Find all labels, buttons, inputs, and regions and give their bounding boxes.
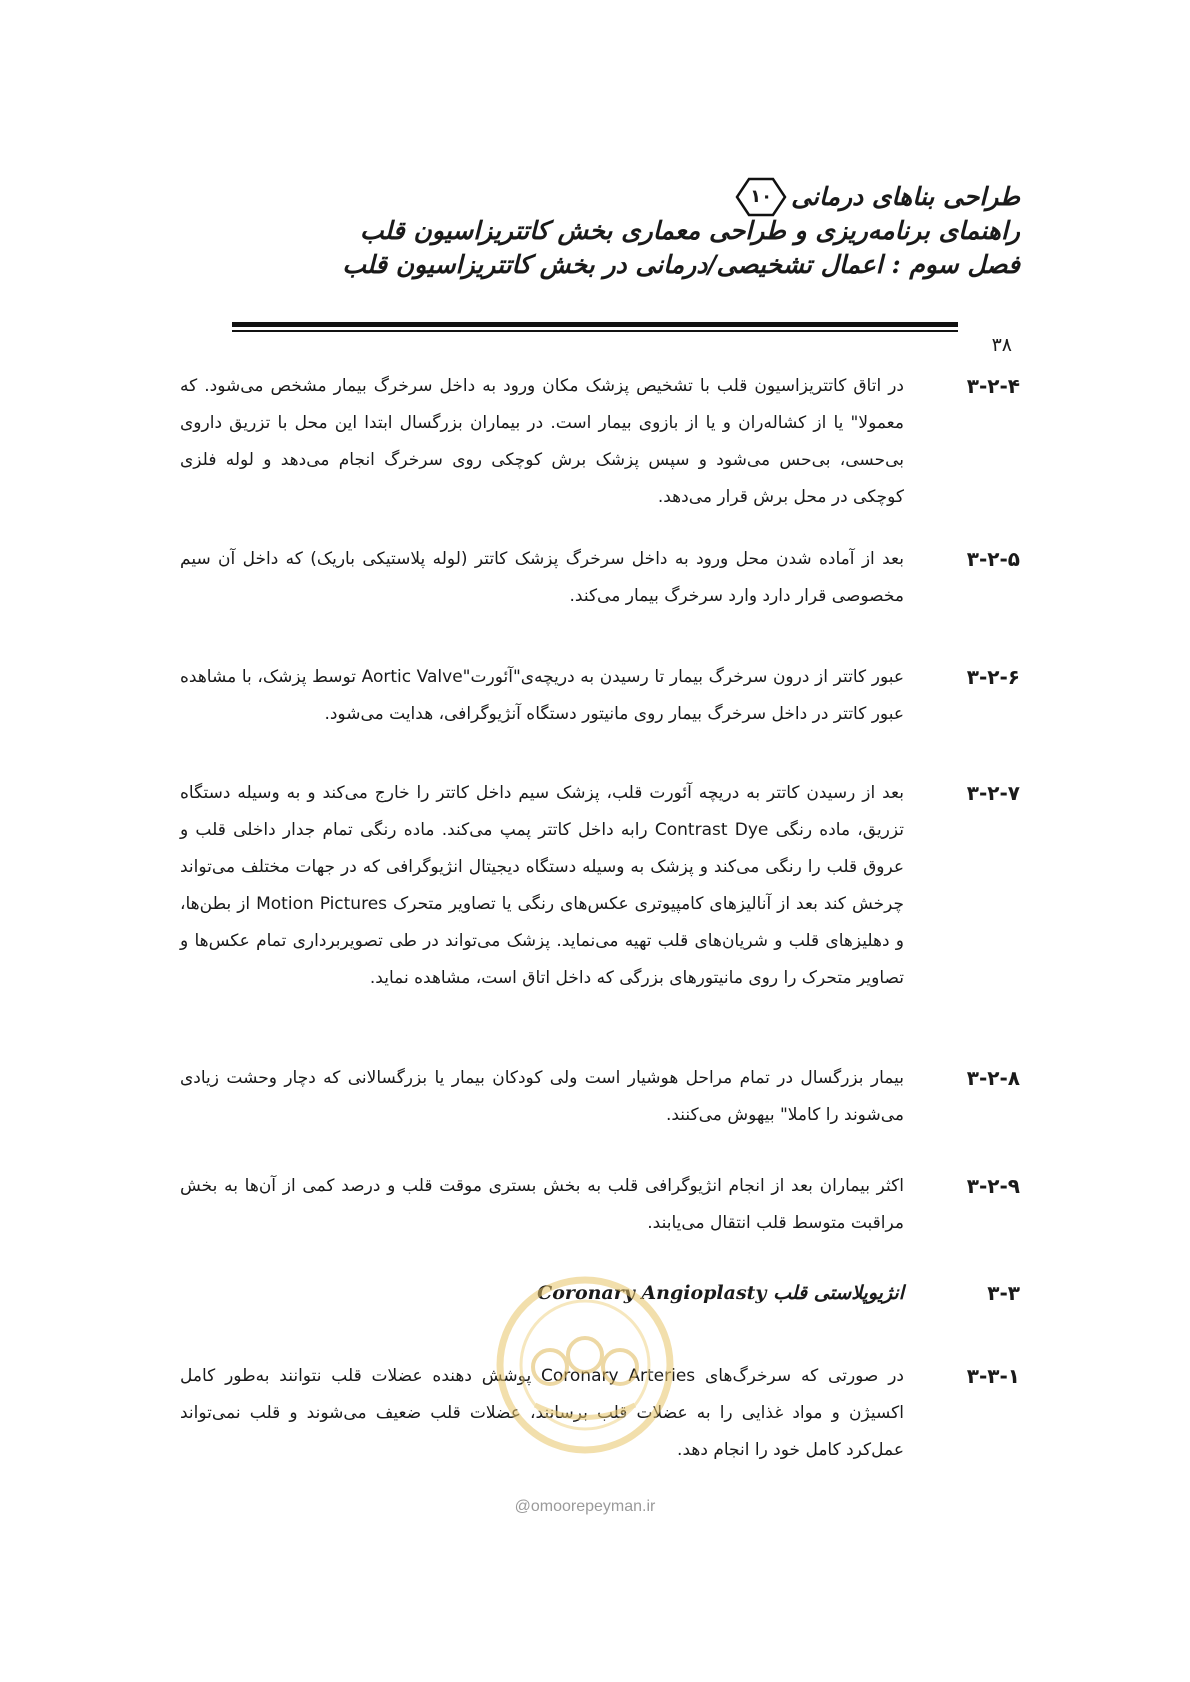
section-number: ۳-۳ — [987, 1281, 1020, 1305]
section-number: ۳-۲-۸ — [966, 1066, 1020, 1090]
section-number: ۳-۲-۵ — [966, 547, 1020, 571]
section-3-2-6 — [180, 659, 1020, 733]
volume-number: ۱۰ — [750, 186, 773, 207]
section-number: ۳-۲-۹ — [966, 1174, 1020, 1198]
header-rule-thin — [232, 330, 958, 332]
section-number: ۳-۲-۶ — [966, 665, 1020, 689]
section-3-2-4 — [180, 368, 1020, 516]
page-number: ۳۸ — [991, 334, 1012, 356]
volume-badge — [735, 177, 787, 217]
section-text: در اتاق کاتتریزاسیون قلب با تشخیص پزشک مکان ورود به داخل سرخرگ بیمار مشخص می‌شود. که معمولا" یا از کشاله‌ران و یا از بازوی بیمار است. در بیماران بزرگسال ابتدا این محل با تزریق داروی بی‌حسی، بی‌حس می‌شود و سپس پزشک برش کوچکی روی سرخرگ انجام می‌دهد و لوله فلزی کوچکی در محل برش قرار می‌دهد. — [180, 376, 904, 507]
section-number: ۳-۲-۴ — [966, 374, 1020, 398]
section-text: بیمار بزرگسال در تمام مراحل هوشیار است ولی کودکان بیمار یا بزرگسالانی که دچار وحشت زیادی می‌شوند را کاملا" بیهوش می‌کنند. — [180, 1068, 904, 1125]
section-text: بعد از آماده شدن محل ورود به داخل سرخرگ پزشک کاتتر (لوله پلاستیکی باریک) که داخل آن سیم مخصوصی قرار دارد وارد سرخرگ بیمار می‌کند. — [180, 549, 904, 606]
running-header — [180, 180, 1020, 282]
section-3-2-5 — [180, 541, 1020, 615]
section-text: بعد از رسیدن کاتتر به دریچه آئورت قلب، پزشک سیم داخل کاتتر را خارج می‌کند و به وسیله دستگاه تزریق، ماده رنگی Contrast Dye رابه داخل کاتتر پمپ می‌کند. ماده رنگی تمام جدار داخلی قلب و عروق قلب را رنگی می‌کند و پزشک به وسیله دستگاه دیجیتال انژیوگرافی که در جهات مختلف می‌تواند چرخش کند بعد از آنالیزهای کامپیوتری عکس‌های رنگی یا تصاویر متحرک Motion Pictures از بطن‌ها، و دهلیزهای قلب و شریان‌های قلب تهیه می‌نماید. پزشک می‌تواند در طی تصویربرداری تمام عکس‌ها و تصاویر متحرک را روی مانیتورهای بزرگی که داخل اتاق است، مشاهده نماید. — [180, 783, 905, 988]
section-text: اکثر بیماران بعد از انجام انژیوگرافی قلب به بخش بستری موقت قلب و درصد کمی از آن‌ها به بخش مراقبت متوسط قلب انتقال می‌یابند. — [180, 1176, 904, 1233]
section-number: ۳-۳-۱ — [966, 1364, 1020, 1388]
header-series-title: طراحی بناهای درمانی — [791, 182, 1020, 211]
section-number: ۳-۲-۷ — [966, 781, 1020, 805]
section-heading-text: انژیوپلاستی قلب Coronary Angioplasty — [537, 1282, 904, 1304]
watermark-url: @omoorepeyman.ir — [514, 1498, 656, 1515]
section-text: عبور کاتتر از درون سرخرگ بیمار تا رسیدن به دریچه‌ی"آئورت"Aortic Valve توسط پزشک، با مشاهده عبور کاتتر در داخل سرخرگ بیمار روی مانیتور دستگاه آنژیوگرافی، هدایت می‌شود. — [180, 667, 904, 724]
section-3-2-8 — [180, 1060, 1020, 1134]
section-text: در صورتی که سرخرگ‌های Coronary Arteries پوشش دهنده عضلات قلب نتوانند به‌طور کامل اکسیژن و مواد غذایی را به عضلات قلب برسانند، عضلات قلب ضعیف می‌شوند و قلب نمی‌تواند عمل‌کرد کامل خود را انجام دهد. — [180, 1366, 904, 1460]
section-3-2-7 — [180, 775, 1020, 997]
watermark-seal-icon — [490, 1255, 680, 1495]
header-line-2: راهنمای برنامه‌ریزی و طراحی معماری بخش کاتتریزاسیون قلب — [359, 216, 1020, 245]
header-line-3: فصل سوم : اعمال تشخیصی/درمانی در بخش کاتتریزاسیون قلب — [342, 250, 1020, 279]
section-3-2-9 — [180, 1168, 1020, 1242]
header-line-1 — [180, 180, 1020, 214]
header-rule-thick — [232, 322, 958, 327]
